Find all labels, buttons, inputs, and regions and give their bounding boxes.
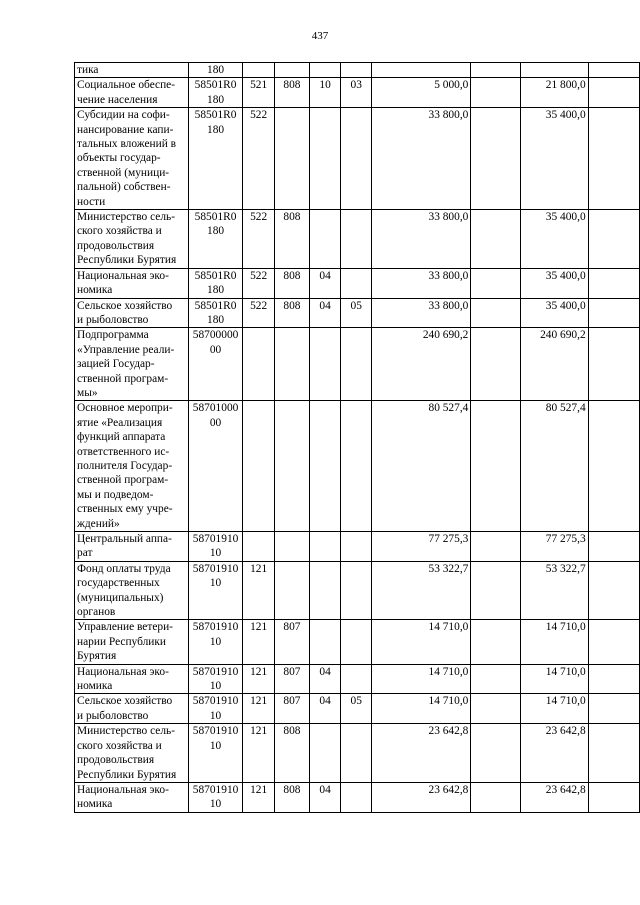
ministry-code-cell: [274, 108, 309, 210]
amount-cell: [471, 210, 520, 269]
amount-cell: [588, 298, 639, 328]
amount-cell: [588, 210, 639, 269]
target-article-code-cell: 58701910 10: [188, 532, 243, 562]
target-article-code-cell: 58501R0 180: [188, 268, 243, 298]
amount-cell: 5 000,0: [372, 78, 471, 108]
amount-cell: 14 710,0: [372, 620, 471, 664]
amount-cell: 240 690,2: [372, 328, 471, 401]
expense-type-code-cell: 121: [243, 561, 274, 620]
expense-type-code-cell: [243, 328, 274, 401]
amount-cell: 14 710,0: [372, 664, 471, 694]
subsection-code-cell: [341, 724, 372, 783]
amount-cell: 14 710,0: [520, 620, 588, 664]
amount-cell: 33 800,0: [372, 298, 471, 328]
ministry-code-cell: 808: [274, 210, 309, 269]
table-row: [75, 328, 640, 401]
row-name-cell: Министерство сель- ского хозяйства и продовольствия Республики Бурятия: [75, 210, 189, 269]
amount-cell: [588, 401, 639, 532]
table-row: [75, 63, 640, 78]
amount-cell: [588, 108, 639, 210]
amount-cell: [471, 724, 520, 783]
amount-cell: [471, 532, 520, 562]
section-code-cell: [310, 63, 341, 78]
target-article-code-cell: 58701910 10: [188, 724, 243, 783]
ministry-code-cell: 808: [274, 298, 309, 328]
section-code-cell: [310, 620, 341, 664]
ministry-code-cell: 808: [274, 782, 309, 812]
target-article-code-cell: 58700000 00: [188, 328, 243, 401]
amount-cell: [471, 268, 520, 298]
row-name-cell: Национальная эко- номика: [75, 268, 189, 298]
amount-cell: 53 322,7: [520, 561, 588, 620]
amount-cell: 23 642,8: [372, 724, 471, 783]
row-name-cell: Сельское хозяйство и рыболовство: [75, 298, 189, 328]
amount-cell: 14 710,0: [372, 694, 471, 724]
page-number: 437: [311, 30, 329, 42]
row-name-cell: Национальная эко- номика: [75, 782, 189, 812]
table-row: [75, 108, 640, 210]
amount-cell: [372, 63, 471, 78]
row-name-cell: Национальная эко- номика: [75, 664, 189, 694]
amount-cell: 23 642,8: [372, 782, 471, 812]
amount-cell: [588, 561, 639, 620]
row-name-cell: Подпрограмма «Управление реали- зацией Государ- ственной програм- мы»: [75, 328, 189, 401]
subsection-code-cell: [341, 268, 372, 298]
section-code-cell: [310, 561, 341, 620]
expense-type-code-cell: 521: [243, 78, 274, 108]
section-code-cell: [310, 724, 341, 783]
target-article-code-cell: 58501R0 180: [188, 78, 243, 108]
ministry-code-cell: [274, 532, 309, 562]
expense-type-code-cell: 121: [243, 694, 274, 724]
table-row: [75, 694, 640, 724]
expense-type-code-cell: 522: [243, 268, 274, 298]
section-code-cell: 04: [310, 298, 341, 328]
target-article-code-cell: 180: [188, 63, 243, 78]
subsection-code-cell: 05: [341, 694, 372, 724]
table-row: [75, 268, 640, 298]
amount-cell: 80 527,4: [372, 401, 471, 532]
ministry-code-cell: 808: [274, 78, 309, 108]
row-name-cell: Министерство сель- ского хозяйства и продовольствия Республики Бурятия: [75, 724, 189, 783]
subsection-code-cell: [341, 664, 372, 694]
subsection-code-cell: [341, 532, 372, 562]
target-article-code-cell: 58501R0 180: [188, 108, 243, 210]
target-article-code-cell: 58701910 10: [188, 782, 243, 812]
amount-cell: 35 400,0: [520, 108, 588, 210]
section-code-cell: [310, 401, 341, 532]
amount-cell: [471, 561, 520, 620]
section-code-cell: [310, 210, 341, 269]
table-row: [75, 782, 640, 812]
expense-type-code-cell: [243, 401, 274, 532]
table-row: [75, 664, 640, 694]
section-code-cell: 04: [310, 782, 341, 812]
section-code-cell: 04: [310, 694, 341, 724]
amount-cell: 77 275,3: [372, 532, 471, 562]
expense-type-code-cell: 121: [243, 782, 274, 812]
section-code-cell: [310, 532, 341, 562]
expense-type-code-cell: 522: [243, 298, 274, 328]
amount-cell: [588, 620, 639, 664]
amount-cell: [471, 108, 520, 210]
row-name-cell: Субсидии на софи- нансирование капи- тальных вложений в объекты государ- ственной (муници- пальной) собствен- ности: [75, 108, 189, 210]
amount-cell: 240 690,2: [520, 328, 588, 401]
amount-cell: [471, 620, 520, 664]
amount-cell: [588, 782, 639, 812]
subsection-code-cell: [341, 328, 372, 401]
target-article-code-cell: 58701910 10: [188, 561, 243, 620]
subsection-code-cell: [341, 620, 372, 664]
subsection-code-cell: [341, 561, 372, 620]
amount-cell: 23 642,8: [520, 782, 588, 812]
amount-cell: [471, 664, 520, 694]
amount-cell: [471, 694, 520, 724]
amount-cell: 14 710,0: [520, 664, 588, 694]
amount-cell: 80 527,4: [520, 401, 588, 532]
amount-cell: [520, 63, 588, 78]
table-row: [75, 532, 640, 562]
ministry-code-cell: [274, 401, 309, 532]
amount-cell: [588, 78, 639, 108]
row-name-cell: Фонд оплаты труда государственных (муниципальных) органов: [75, 561, 189, 620]
target-article-code-cell: 58701910 10: [188, 620, 243, 664]
row-name-cell: Социальное обеспе- чение населения: [75, 78, 189, 108]
subsection-code-cell: 05: [341, 298, 372, 328]
amount-cell: 35 400,0: [520, 210, 588, 269]
amount-cell: [471, 78, 520, 108]
amount-cell: 23 642,8: [520, 724, 588, 783]
expense-type-code-cell: [243, 63, 274, 78]
subsection-code-cell: [341, 210, 372, 269]
expense-type-code-cell: 522: [243, 108, 274, 210]
amount-cell: 35 400,0: [520, 268, 588, 298]
amount-cell: [588, 532, 639, 562]
expense-type-code-cell: 121: [243, 664, 274, 694]
section-code-cell: [310, 108, 341, 210]
amount-cell: [588, 328, 639, 401]
ministry-code-cell: [274, 561, 309, 620]
ministry-code-cell: [274, 328, 309, 401]
ministry-code-cell: 808: [274, 268, 309, 298]
amount-cell: [471, 328, 520, 401]
table-row: [75, 78, 640, 108]
target-article-code-cell: 58701000 00: [188, 401, 243, 532]
expense-type-code-cell: [243, 532, 274, 562]
amount-cell: [588, 724, 639, 783]
table-body: [75, 63, 640, 813]
table-row: [75, 724, 640, 783]
subsection-code-cell: [341, 782, 372, 812]
target-article-code-cell: 58701910 10: [188, 664, 243, 694]
table-row: [75, 561, 640, 620]
budget-table: [74, 62, 640, 813]
subsection-code-cell: 03: [341, 78, 372, 108]
amount-cell: 33 800,0: [372, 108, 471, 210]
target-article-code-cell: 58501R0 180: [188, 298, 243, 328]
table-row: [75, 210, 640, 269]
ministry-code-cell: 807: [274, 664, 309, 694]
amount-cell: [588, 664, 639, 694]
table-row: [75, 298, 640, 328]
ministry-code-cell: 807: [274, 620, 309, 664]
section-code-cell: 04: [310, 664, 341, 694]
amount-cell: 53 322,7: [372, 561, 471, 620]
amount-cell: 33 800,0: [372, 210, 471, 269]
amount-cell: [471, 63, 520, 78]
row-name-cell: Сельское хозяйство и рыболовство: [75, 694, 189, 724]
table-row: [75, 620, 640, 664]
subsection-code-cell: [341, 401, 372, 532]
ministry-code-cell: 807: [274, 694, 309, 724]
amount-cell: 35 400,0: [520, 298, 588, 328]
section-code-cell: 04: [310, 268, 341, 298]
ministry-code-cell: [274, 63, 309, 78]
amount-cell: 33 800,0: [372, 268, 471, 298]
expense-type-code-cell: 522: [243, 210, 274, 269]
target-article-code-cell: 58501R0 180: [188, 210, 243, 269]
subsection-code-cell: [341, 108, 372, 210]
row-name-cell: Управление ветери- нарии Республики Бурятия: [75, 620, 189, 664]
amount-cell: [588, 268, 639, 298]
row-name-cell: Центральный аппа- рат: [75, 532, 189, 562]
amount-cell: [471, 298, 520, 328]
amount-cell: [471, 782, 520, 812]
amount-cell: 77 275,3: [520, 532, 588, 562]
section-code-cell: [310, 328, 341, 401]
expense-type-code-cell: 121: [243, 724, 274, 783]
subsection-code-cell: [341, 63, 372, 78]
ministry-code-cell: 808: [274, 724, 309, 783]
amount-cell: [471, 401, 520, 532]
amount-cell: [588, 63, 639, 78]
amount-cell: 14 710,0: [520, 694, 588, 724]
row-name-cell: тика: [75, 63, 189, 78]
row-name-cell: Основное меропри- ятие «Реализация функций аппарата ответственного ис- полнителя Государ- ственной програм- мы и подведом- ственных ему учре- ждений»: [75, 401, 189, 532]
amount-cell: 21 800,0: [520, 78, 588, 108]
amount-cell: [588, 694, 639, 724]
section-code-cell: 10: [310, 78, 341, 108]
target-article-code-cell: 58701910 10: [188, 694, 243, 724]
table-row: [75, 401, 640, 532]
expense-type-code-cell: 121: [243, 620, 274, 664]
